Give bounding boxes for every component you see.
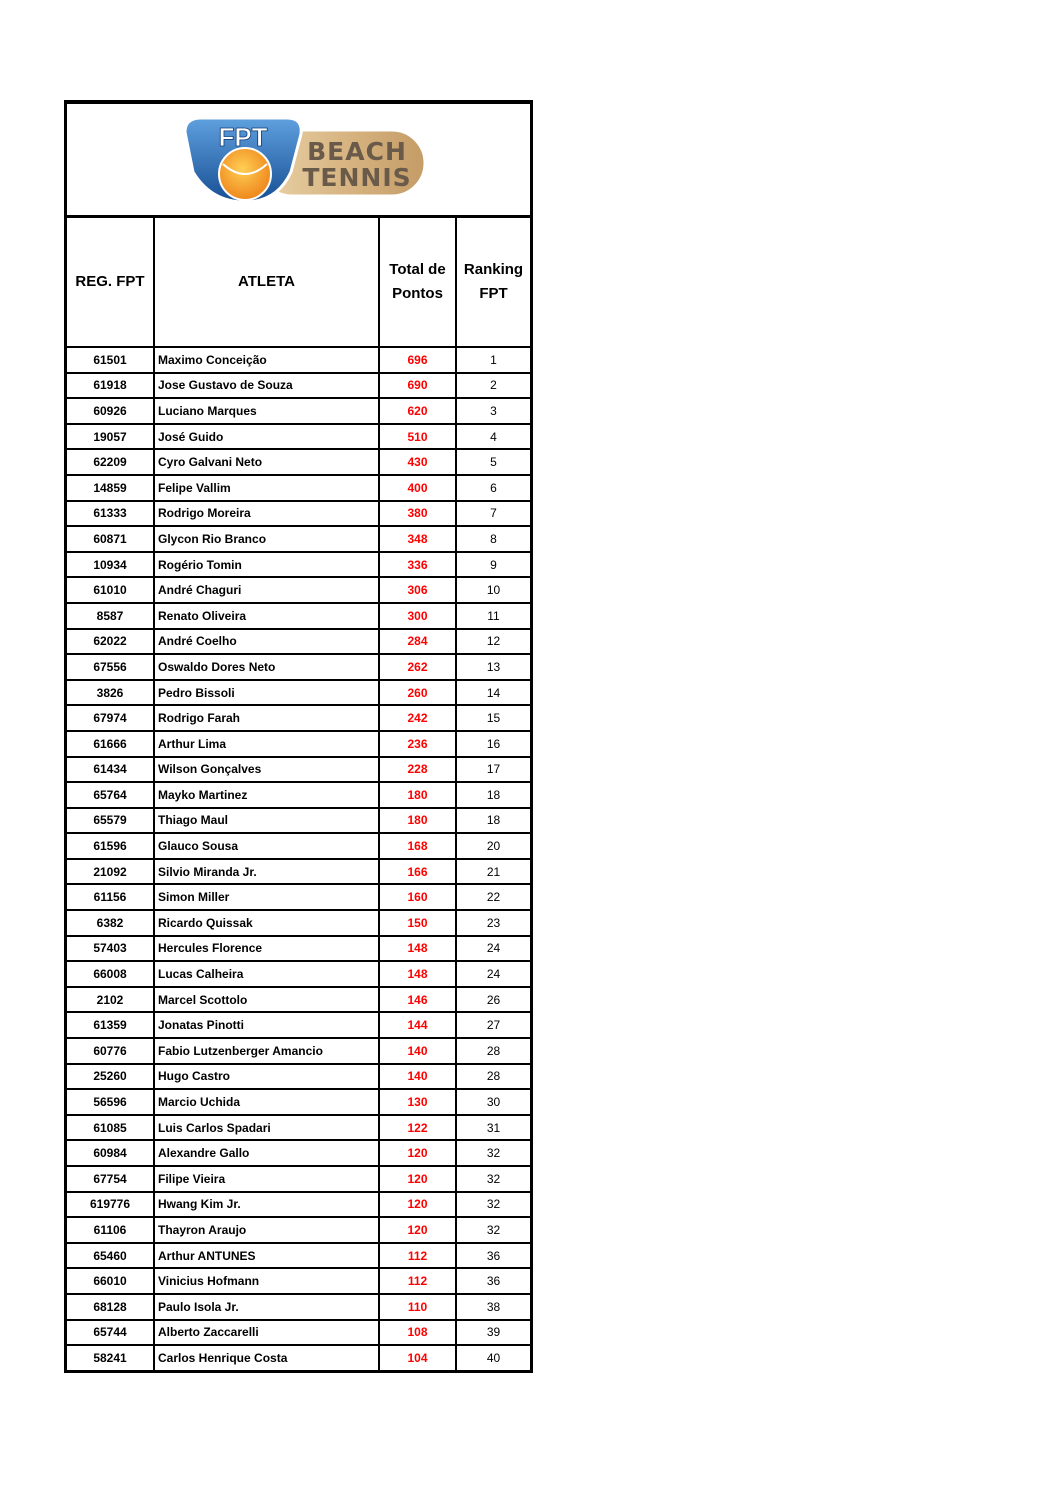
reg-cell: 14859 bbox=[67, 475, 154, 501]
points-cell: 120 bbox=[379, 1217, 456, 1243]
athlete-cell: José Guido bbox=[154, 424, 379, 450]
reg-cell: 3826 bbox=[67, 680, 154, 706]
rank-cell: 5 bbox=[456, 449, 530, 475]
header-points-line2: Pontos bbox=[392, 285, 443, 302]
reg-cell: 65579 bbox=[67, 808, 154, 834]
reg-cell: 6382 bbox=[67, 910, 154, 936]
rank-cell: 23 bbox=[456, 910, 530, 936]
reg-cell: 61359 bbox=[67, 1012, 154, 1038]
points-cell: 336 bbox=[379, 552, 456, 578]
points-cell: 122 bbox=[379, 1115, 456, 1141]
points-cell: 112 bbox=[379, 1243, 456, 1269]
table-row bbox=[67, 808, 530, 834]
table-row bbox=[67, 833, 530, 859]
points-cell: 380 bbox=[379, 501, 456, 527]
athlete-cell: Felipe Vallim bbox=[154, 475, 379, 501]
logo-word-beach: BEACH bbox=[306, 136, 407, 166]
table-row bbox=[67, 398, 530, 424]
points-cell: 166 bbox=[379, 859, 456, 885]
header-ranking-line2: FPT bbox=[479, 285, 508, 302]
table-row bbox=[67, 1115, 530, 1141]
table-row bbox=[67, 449, 530, 475]
rank-cell: 39 bbox=[456, 1320, 530, 1346]
logo-word-tennis: TENNIS bbox=[301, 162, 412, 192]
points-cell: 348 bbox=[379, 526, 456, 552]
rank-cell: 38 bbox=[456, 1294, 530, 1320]
athlete-cell: Hugo Castro bbox=[154, 1064, 379, 1090]
reg-cell: 61010 bbox=[67, 577, 154, 603]
reg-cell: 67974 bbox=[67, 705, 154, 731]
athlete-cell: Wilson Gonçalves bbox=[154, 757, 379, 783]
table-row bbox=[67, 1294, 530, 1320]
reg-cell: 66010 bbox=[67, 1268, 154, 1294]
points-cell: 110 bbox=[379, 1294, 456, 1320]
reg-cell: 60871 bbox=[67, 526, 154, 552]
rank-cell: 8 bbox=[456, 526, 530, 552]
athlete-cell: Jose Gustavo de Souza bbox=[154, 373, 379, 399]
athlete-cell: Marcel Scottolo bbox=[154, 987, 379, 1013]
rank-cell: 32 bbox=[456, 1192, 530, 1218]
reg-cell: 10934 bbox=[67, 552, 154, 578]
ranking-sheet bbox=[64, 100, 533, 1373]
athlete-cell: Glycon Rio Branco bbox=[154, 526, 379, 552]
points-cell: 306 bbox=[379, 577, 456, 603]
points-cell: 140 bbox=[379, 1064, 456, 1090]
points-cell: 144 bbox=[379, 1012, 456, 1038]
athlete-cell: Glauco Sousa bbox=[154, 833, 379, 859]
table-row bbox=[67, 1217, 530, 1243]
athlete-cell: Luciano Marques bbox=[154, 398, 379, 424]
reg-cell: 56596 bbox=[67, 1089, 154, 1115]
athlete-cell: Vinicius Hofmann bbox=[154, 1268, 379, 1294]
athlete-cell: André Coelho bbox=[154, 629, 379, 655]
rank-cell: 32 bbox=[456, 1217, 530, 1243]
header-points-line1: Total de bbox=[389, 261, 446, 278]
table-row bbox=[67, 884, 530, 910]
reg-cell: 57403 bbox=[67, 936, 154, 962]
rank-cell: 27 bbox=[456, 1012, 530, 1038]
reg-cell: 25260 bbox=[67, 1064, 154, 1090]
athlete-cell: Rodrigo Farah bbox=[154, 705, 379, 731]
table-row bbox=[67, 731, 530, 757]
table-row bbox=[67, 859, 530, 885]
reg-cell: 65764 bbox=[67, 782, 154, 808]
table-row bbox=[67, 603, 530, 629]
table-row bbox=[67, 1268, 530, 1294]
rank-cell: 31 bbox=[456, 1115, 530, 1141]
points-cell: 262 bbox=[379, 654, 456, 680]
reg-cell: 19057 bbox=[67, 424, 154, 450]
athlete-cell: Simon Miller bbox=[154, 884, 379, 910]
header-ranking bbox=[456, 218, 530, 347]
reg-cell: 67556 bbox=[67, 654, 154, 680]
rank-cell: 36 bbox=[456, 1243, 530, 1269]
table-row bbox=[67, 757, 530, 783]
reg-cell: 65460 bbox=[67, 1243, 154, 1269]
rank-cell: 7 bbox=[456, 501, 530, 527]
table-row bbox=[67, 1192, 530, 1218]
rank-cell: 32 bbox=[456, 1140, 530, 1166]
rank-cell: 14 bbox=[456, 680, 530, 706]
table-row bbox=[67, 424, 530, 450]
athlete-cell: Silvio Miranda Jr. bbox=[154, 859, 379, 885]
rank-cell: 26 bbox=[456, 987, 530, 1013]
logo-badge-text: FPT bbox=[217, 121, 268, 152]
athlete-cell: Jonatas Pinotti bbox=[154, 1012, 379, 1038]
table-row bbox=[67, 373, 530, 399]
points-cell: 160 bbox=[379, 884, 456, 910]
points-cell: 120 bbox=[379, 1140, 456, 1166]
table-row bbox=[67, 526, 530, 552]
athlete-cell: Lucas Calheira bbox=[154, 961, 379, 987]
reg-cell: 66008 bbox=[67, 961, 154, 987]
athlete-cell: Cyro Galvani Neto bbox=[154, 449, 379, 475]
points-cell: 620 bbox=[379, 398, 456, 424]
points-cell: 400 bbox=[379, 475, 456, 501]
reg-cell: 61666 bbox=[67, 731, 154, 757]
reg-cell: 61156 bbox=[67, 884, 154, 910]
table-row bbox=[67, 654, 530, 680]
points-cell: 430 bbox=[379, 449, 456, 475]
table-row bbox=[67, 629, 530, 655]
rank-cell: 10 bbox=[456, 577, 530, 603]
athlete-cell: Arthur Lima bbox=[154, 731, 379, 757]
rank-cell: 15 bbox=[456, 705, 530, 731]
rank-cell: 18 bbox=[456, 808, 530, 834]
reg-cell: 60776 bbox=[67, 1038, 154, 1064]
rank-cell: 11 bbox=[456, 603, 530, 629]
athlete-cell: Thayron Araujo bbox=[154, 1217, 379, 1243]
table-row bbox=[67, 910, 530, 936]
fpt-beach-tennis-logo bbox=[179, 114, 429, 206]
points-cell: 690 bbox=[379, 373, 456, 399]
points-cell: 300 bbox=[379, 603, 456, 629]
points-cell: 140 bbox=[379, 1038, 456, 1064]
athlete-cell: Alexandre Gallo bbox=[154, 1140, 379, 1166]
rank-cell: 13 bbox=[456, 654, 530, 680]
rank-cell: 6 bbox=[456, 475, 530, 501]
table-row bbox=[67, 475, 530, 501]
points-cell: 148 bbox=[379, 961, 456, 987]
points-cell: 242 bbox=[379, 705, 456, 731]
table-header-row bbox=[67, 218, 530, 347]
table-row bbox=[67, 347, 530, 373]
rank-cell: 24 bbox=[456, 961, 530, 987]
reg-cell: 619776 bbox=[67, 1192, 154, 1218]
points-cell: 120 bbox=[379, 1166, 456, 1192]
points-cell: 130 bbox=[379, 1089, 456, 1115]
table-row bbox=[67, 1012, 530, 1038]
rank-cell: 40 bbox=[456, 1345, 530, 1370]
table-row bbox=[67, 552, 530, 578]
points-cell: 112 bbox=[379, 1268, 456, 1294]
rank-cell: 24 bbox=[456, 936, 530, 962]
reg-cell: 2102 bbox=[67, 987, 154, 1013]
reg-cell: 61085 bbox=[67, 1115, 154, 1141]
rank-cell: 21 bbox=[456, 859, 530, 885]
table-row bbox=[67, 1166, 530, 1192]
athlete-cell: Thiago Maul bbox=[154, 808, 379, 834]
rank-cell: 22 bbox=[456, 884, 530, 910]
rank-cell: 28 bbox=[456, 1038, 530, 1064]
athlete-cell: Mayko Martinez bbox=[154, 782, 379, 808]
athlete-cell: Paulo Isola Jr. bbox=[154, 1294, 379, 1320]
reg-cell: 61501 bbox=[67, 347, 154, 373]
reg-cell: 61434 bbox=[67, 757, 154, 783]
rank-cell: 2 bbox=[456, 373, 530, 399]
rank-cell: 1 bbox=[456, 347, 530, 373]
table-row bbox=[67, 1345, 530, 1370]
athlete-cell: André Chaguri bbox=[154, 577, 379, 603]
athlete-cell: Pedro Bissoli bbox=[154, 680, 379, 706]
athlete-cell: Fabio Lutzenberger Amancio bbox=[154, 1038, 379, 1064]
rank-cell: 17 bbox=[456, 757, 530, 783]
rank-cell: 20 bbox=[456, 833, 530, 859]
points-cell: 180 bbox=[379, 808, 456, 834]
reg-cell: 61596 bbox=[67, 833, 154, 859]
points-cell: 108 bbox=[379, 1320, 456, 1346]
rank-cell: 16 bbox=[456, 731, 530, 757]
rank-cell: 18 bbox=[456, 782, 530, 808]
rank-cell: 32 bbox=[456, 1166, 530, 1192]
reg-cell: 67754 bbox=[67, 1166, 154, 1192]
points-cell: 510 bbox=[379, 424, 456, 450]
rank-cell: 30 bbox=[456, 1089, 530, 1115]
table-row bbox=[67, 705, 530, 731]
table-row bbox=[67, 1038, 530, 1064]
rank-cell: 36 bbox=[456, 1268, 530, 1294]
athlete-cell: Hwang Kim Jr. bbox=[154, 1192, 379, 1218]
rank-cell: 12 bbox=[456, 629, 530, 655]
reg-cell: 61333 bbox=[67, 501, 154, 527]
points-cell: 150 bbox=[379, 910, 456, 936]
table-row bbox=[67, 782, 530, 808]
athlete-cell: Oswaldo Dores Neto bbox=[154, 654, 379, 680]
reg-cell: 62209 bbox=[67, 449, 154, 475]
table-row bbox=[67, 501, 530, 527]
rank-cell: 28 bbox=[456, 1064, 530, 1090]
reg-cell: 65744 bbox=[67, 1320, 154, 1346]
athlete-cell: Arthur ANTUNES bbox=[154, 1243, 379, 1269]
table-row bbox=[67, 1320, 530, 1346]
table-row bbox=[67, 1140, 530, 1166]
points-cell: 236 bbox=[379, 731, 456, 757]
athlete-cell: Alberto Zaccarelli bbox=[154, 1320, 379, 1346]
header-ranking-line1: Ranking bbox=[463, 261, 524, 278]
points-cell: 228 bbox=[379, 757, 456, 783]
rank-cell: 4 bbox=[456, 424, 530, 450]
ranking-table bbox=[67, 218, 530, 1370]
header-points bbox=[379, 218, 456, 347]
points-cell: 120 bbox=[379, 1192, 456, 1218]
table-row bbox=[67, 680, 530, 706]
athlete-cell: Maximo Conceição bbox=[154, 347, 379, 373]
header-athlete: ATLETA bbox=[154, 218, 379, 347]
points-cell: 180 bbox=[379, 782, 456, 808]
points-cell: 168 bbox=[379, 833, 456, 859]
reg-cell: 60926 bbox=[67, 398, 154, 424]
athlete-cell: Rodrigo Moreira bbox=[154, 501, 379, 527]
reg-cell: 58241 bbox=[93, 1350, 127, 1365]
athlete-cell: Carlos Henrique Costa bbox=[154, 1345, 379, 1370]
table-row bbox=[67, 1064, 530, 1090]
reg-cell: 68128 bbox=[67, 1294, 154, 1320]
table-row bbox=[67, 987, 530, 1013]
reg-cell: 61106 bbox=[67, 1217, 154, 1243]
header-reg: REG. FPT bbox=[67, 218, 154, 347]
reg-cell: 8587 bbox=[67, 603, 154, 629]
points-cell: 146 bbox=[379, 987, 456, 1013]
table-body bbox=[67, 347, 530, 1370]
reg-cell: 60984 bbox=[67, 1140, 154, 1166]
athlete-cell: Ricardo Quissak bbox=[154, 910, 379, 936]
athlete-cell: Luis Carlos Spadari bbox=[154, 1115, 379, 1141]
points-cell: 104 bbox=[379, 1345, 456, 1370]
athlete-cell: Renato Oliveira bbox=[154, 603, 379, 629]
table-row bbox=[67, 961, 530, 987]
logo-cell bbox=[67, 104, 530, 218]
table-row bbox=[67, 936, 530, 962]
points-cell: 696 bbox=[379, 347, 456, 373]
athlete-cell: Rogério Tomin bbox=[154, 552, 379, 578]
rank-cell: 9 bbox=[456, 552, 530, 578]
points-cell: 284 bbox=[379, 629, 456, 655]
points-cell: 260 bbox=[379, 680, 456, 706]
table-row bbox=[67, 1089, 530, 1115]
table-row bbox=[67, 577, 530, 603]
rank-cell: 3 bbox=[456, 398, 530, 424]
table-row bbox=[67, 1243, 530, 1269]
athlete-cell: Filipe Vieira bbox=[154, 1166, 379, 1192]
athlete-cell: Hercules Florence bbox=[154, 936, 379, 962]
reg-cell: 62022 bbox=[67, 629, 154, 655]
reg-cell: 21092 bbox=[67, 859, 154, 885]
athlete-cell: Marcio Uchida bbox=[154, 1089, 379, 1115]
reg-cell: 61918 bbox=[67, 373, 154, 399]
points-cell: 148 bbox=[379, 936, 456, 962]
